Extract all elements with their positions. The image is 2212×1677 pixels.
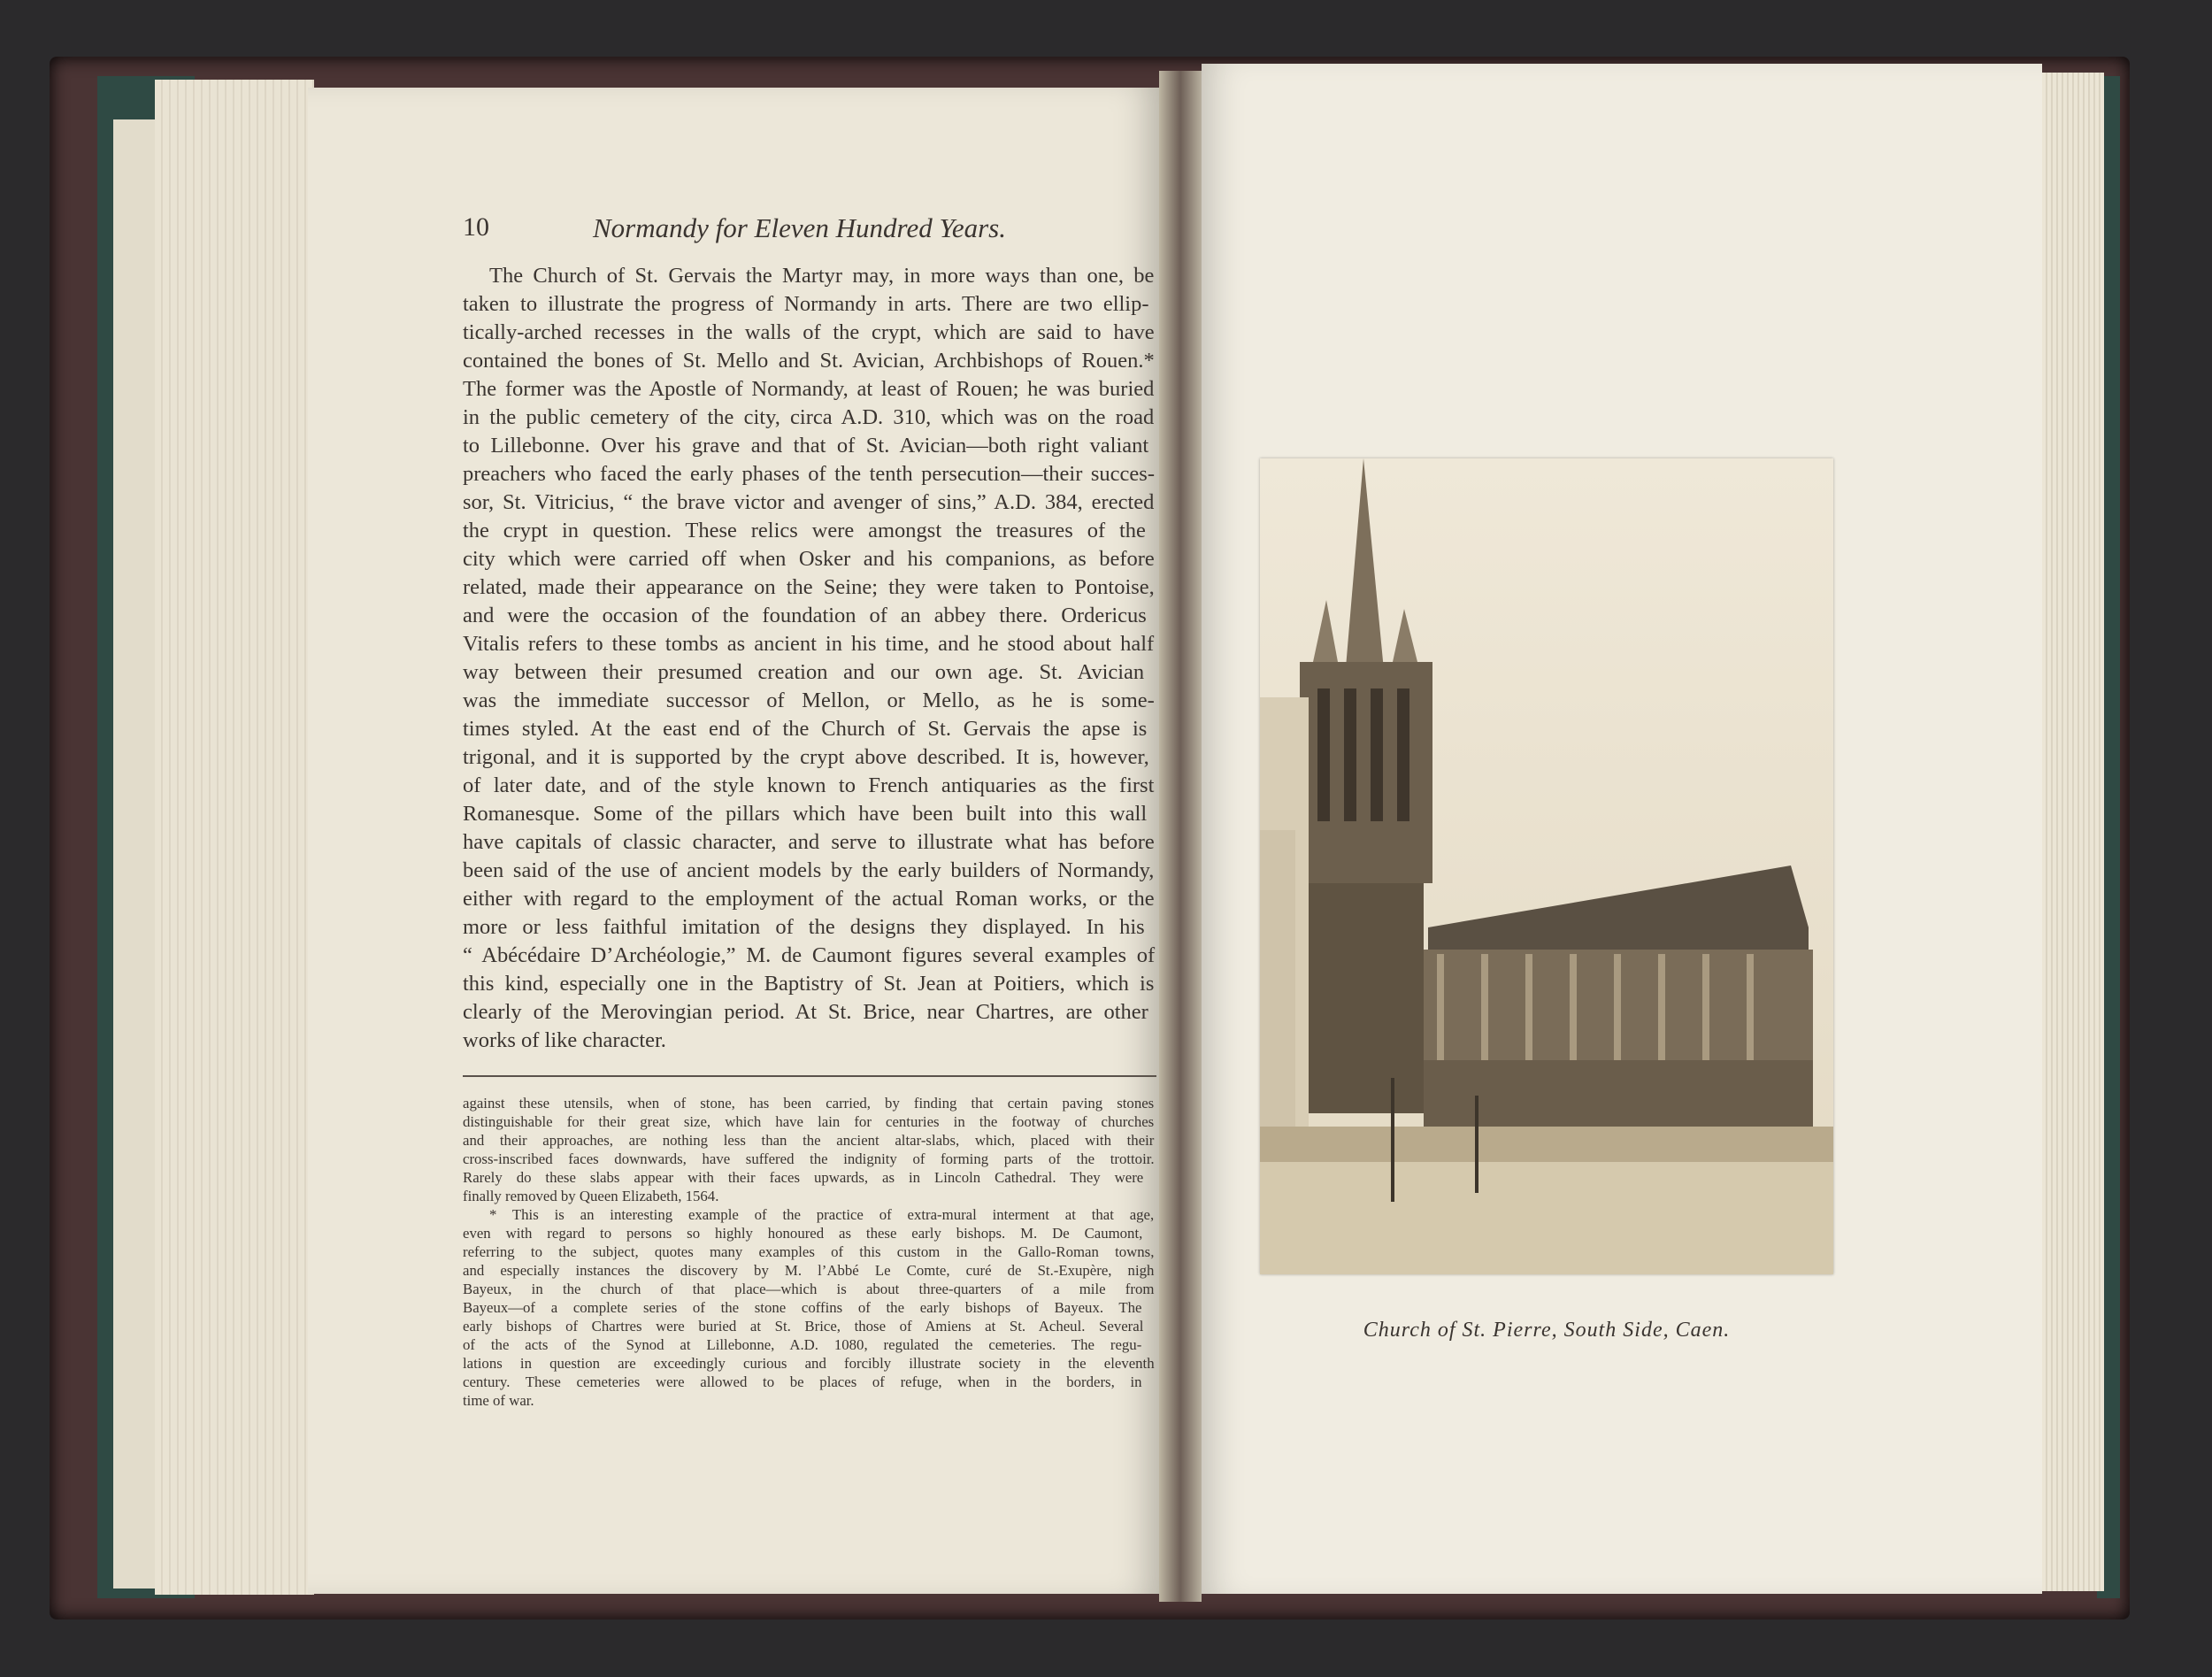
- body-text-line-text: of later date, and of the style known to French antiquaries as the first: [463, 773, 1155, 797]
- footnote-line-text: lations in question are exceedingly curious and forcibly illustrate society in the eleventh: [463, 1355, 1155, 1372]
- body-text-line-text: way between their presumed creation and our own age. St. Avician: [463, 660, 1145, 684]
- body-text-line-text: “ Abécédaire D’Archéologie,” M. de Caumont figures several examples of: [463, 943, 1156, 967]
- body-text-line: [463, 772, 1156, 800]
- body-text-line: [463, 460, 1156, 488]
- body-text-line-text: The Church of St. Gervais the Martyr may, in more ways than one, be: [489, 264, 1155, 288]
- body-text-line-text: in the public cemetery of the city, circa A.D. 310, which was on the road: [463, 405, 1155, 429]
- body-text-line: [463, 970, 1156, 998]
- body-text-line-text: to Lillebonne. Over his grave and that of St. Avician—both right valiant: [463, 434, 1149, 458]
- footnote-line-text: time of war.: [463, 1392, 534, 1409]
- footnote-line-text: referring to the subject, quotes many examples of this custom in the Gallo-Roman towns,: [463, 1243, 1155, 1260]
- church-illustration: [1260, 458, 1833, 1274]
- body-text-line-text: works of like character.: [463, 1028, 666, 1052]
- body-text-line: [463, 347, 1156, 375]
- body-text-line: [463, 998, 1156, 1027]
- footnote-line-text: Rarely do these slabs appear with their faces upwards, as in Lincoln Cathedral. They were: [463, 1169, 1144, 1186]
- footnote-line-text: distinguishable for their great size, which have lain for centuries in the footway of churches: [463, 1113, 1155, 1130]
- body-text-line: [463, 432, 1156, 460]
- body-text: [463, 262, 1156, 1055]
- footnotes: [463, 1094, 1156, 1410]
- body-text-line: [463, 404, 1156, 432]
- footnote-line: [463, 1224, 1156, 1242]
- body-text-line-text: tically-arched recesses in the walls of the crypt, which are said to have: [463, 320, 1155, 344]
- body-text-line: [463, 1027, 1156, 1055]
- footnote-line-text: * This is an interesting example of the practice of extra-mural interment at that age,: [489, 1206, 1155, 1223]
- footnote-line: [463, 1242, 1156, 1261]
- page-header: [463, 212, 1156, 248]
- body-text-line-text: Vitalis refers to these tombs as ancient in his time, and he stood about half: [463, 632, 1155, 656]
- footnote-line: [463, 1112, 1156, 1131]
- footnote-line-text: Bayeux, in the church of that place—which is about three-quarters of a mile from: [463, 1281, 1155, 1297]
- footnote-line-text: against these utensils, when of stone, has been carried, by finding that certain paving stones: [463, 1095, 1155, 1112]
- body-text-line-text: taken to illustrate the progress of Normandy in arts. There are two ellip-: [463, 292, 1149, 316]
- body-text-line: [463, 488, 1156, 517]
- body-text-line-text: contained the bones of St. Mello and St. Avician, Archbishops of Rouen.*: [463, 349, 1155, 373]
- body-text-line: [463, 573, 1156, 602]
- church-photograph: [1260, 458, 1833, 1274]
- page-number: 10: [463, 212, 489, 242]
- footnote-line: [463, 1187, 1156, 1205]
- body-text-line: [463, 715, 1156, 743]
- footnote-line: [463, 1391, 1156, 1410]
- body-text-line-text: preachers who faced the early phases of the tenth persecution—their succes-: [463, 462, 1155, 486]
- body-text-line-text: related, made their appearance on the Seine; they were taken to Pontoise,: [463, 575, 1155, 599]
- body-text-line-text: sor, St. Vitricius, “ the brave victor and avenger of sins,” A.D. 384, erected: [463, 490, 1155, 514]
- body-text-line-text: city which were carried off when Osker and his companions, as before: [463, 547, 1155, 571]
- footnote-line: [463, 1261, 1156, 1280]
- body-text-line: [463, 319, 1156, 347]
- body-text-line: [463, 658, 1156, 687]
- book-gutter: [1159, 71, 1202, 1602]
- body-text-line: [463, 687, 1156, 715]
- body-text-line-text: and were the occasion of the foundation of an abbey there. Ordericus: [463, 604, 1147, 627]
- footnote-line-text: and especially instances the discovery by M. l’Abbé Le Comte, curé de St.-Exupère, nigh: [463, 1262, 1155, 1279]
- body-text-line-text: more or less faithful imitation of the designs they displayed. In his: [463, 915, 1145, 939]
- footnote-line: [463, 1205, 1156, 1224]
- body-text-line: [463, 375, 1156, 404]
- photo-caption: Church of St. Pierre, South Side, Caen.: [1363, 1319, 1731, 1342]
- body-text-line-text: been said of the use of ancient models by the early builders of Normandy,: [463, 858, 1155, 882]
- footnote-line-text: finally removed by Queen Elizabeth, 1564.: [463, 1188, 719, 1204]
- footnote-line-text: and their approaches, are nothing less than the ancient altar-slabs, which, placed with their: [463, 1132, 1155, 1149]
- page-edges-right: [2042, 73, 2104, 1591]
- footnote-line-text: cross-inscribed faces downwards, have suffered the indignity of forming parts of the trottoir.: [463, 1150, 1155, 1167]
- footnote-line: [463, 1317, 1156, 1335]
- footnote-line: [463, 1354, 1156, 1373]
- body-text-line: [463, 630, 1156, 658]
- footnote-line-text: even with regard to persons so highly honoured as these early bishops. M. De Caumont,: [463, 1225, 1143, 1242]
- body-text-line-text: either with regard to the employment of the actual Roman works, or the: [463, 887, 1155, 911]
- body-text-line: [463, 290, 1156, 319]
- body-text-line: [463, 545, 1156, 573]
- body-text-line-text: Romanesque. Some of the pillars which have been built into this wall: [463, 802, 1148, 826]
- footnote-line: [463, 1335, 1156, 1354]
- body-text-line-text: this kind, especially one in the Baptistry of St. Jean at Poitiers, which is: [463, 972, 1155, 996]
- body-text-line: [463, 800, 1156, 828]
- body-text-line: [463, 913, 1156, 942]
- body-text-line: [463, 743, 1156, 772]
- footnote-rule: [463, 1075, 1156, 1077]
- body-text-line: [463, 885, 1156, 913]
- running-title: Normandy for Eleven Hundred Years.: [593, 212, 1006, 243]
- body-text-line: [463, 262, 1156, 290]
- body-text-line: [463, 828, 1156, 857]
- footnote-line-text: century. These cemeteries were allowed to be places of refuge, when in the borders, in: [463, 1373, 1142, 1390]
- footnote-line: [463, 1280, 1156, 1298]
- body-text-line-text: have capitals of classic character, and serve to illustrate what has before: [463, 830, 1155, 854]
- body-text-line: [463, 602, 1156, 630]
- body-text-line-text: trigonal, and it is supported by the crypt above described. It is, however,: [463, 745, 1149, 769]
- footnote-line: [463, 1373, 1156, 1391]
- footnote-line: [463, 1094, 1156, 1112]
- footnote-line: [463, 1168, 1156, 1187]
- body-text-line-text: clearly of the Merovingian period. At St. Brice, near Chartres, are other: [463, 1000, 1148, 1024]
- body-text-line: [463, 517, 1156, 545]
- body-text-line-text: The former was the Apostle of Normandy, at least of Rouen; he was buried: [463, 377, 1155, 401]
- page-edges-left: [155, 80, 314, 1595]
- footnote-line-text: early bishops of Chartres were buried at St. Brice, those of Amiens at St. Acheul. Several: [463, 1318, 1144, 1335]
- body-text-line-text: the crypt in question. These relics were amongst the treasures of the: [463, 519, 1146, 542]
- body-text-line-text: times styled. At the east end of the Church of St. Gervais the apse is: [463, 717, 1148, 741]
- footnote-line-text: Bayeux—of a complete series of the stone coffins of the early bishops of Bayeux. The: [463, 1299, 1142, 1316]
- footnote-line-text: of the acts of the Synod at Lillebonne, A.D. 1080, regulated the cemeteries. The regu-: [463, 1336, 1142, 1353]
- footnote-line: [463, 1150, 1156, 1168]
- footnote-line: [463, 1131, 1156, 1150]
- body-text-line-text: was the immediate successor of Mellon, or Mello, as he is some-: [463, 688, 1155, 712]
- body-text-line: [463, 942, 1156, 970]
- body-text-line: [463, 857, 1156, 885]
- footnote-line: [463, 1298, 1156, 1317]
